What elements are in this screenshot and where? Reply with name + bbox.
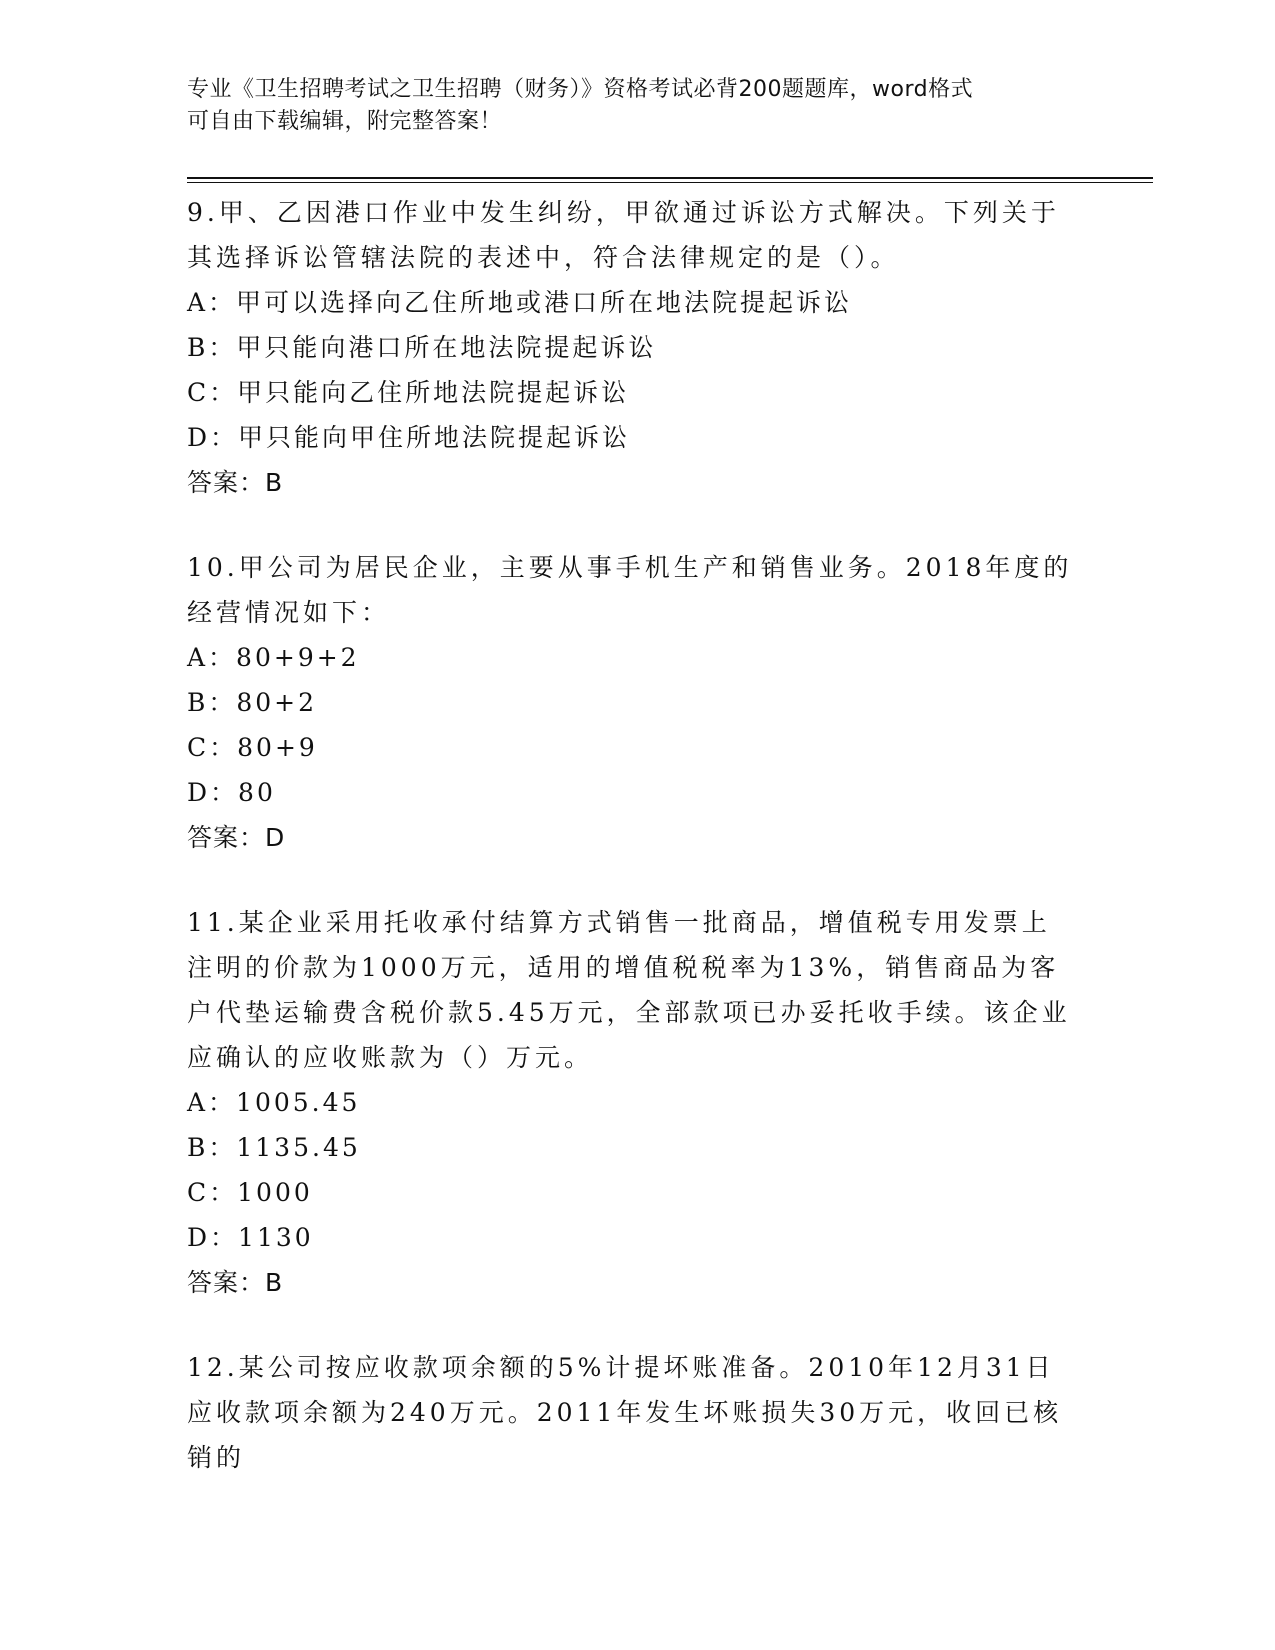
question-list [187, 190, 1077, 1520]
option-c: C：甲只能向乙住所地法院提起诉讼 [187, 378, 630, 407]
option-d: D：甲只能向甲住所地法院提起诉讼 [187, 423, 631, 452]
option-d: D：1130 [187, 1223, 314, 1252]
header-divider-thick [187, 177, 1153, 179]
option-b: B：80+2 [187, 688, 318, 717]
answer: 答案：D [187, 823, 286, 852]
option-b: B：1135.45 [187, 1133, 361, 1162]
option-a: A：80+9+2 [187, 643, 360, 672]
question-11 [187, 900, 1077, 1305]
header-line-1: 专业《卫生招聘考试之卫生招聘（财务）》资格考试必背200题题库，word格式 [187, 77, 974, 102]
question-10 [187, 545, 1077, 860]
option-a: A：1005.45 [187, 1088, 361, 1117]
question-text: 10.甲公司为居民企业，主要从事手机生产和销售业务。2018年度的经营情况如下： [187, 553, 1073, 627]
question-text: 9.甲、乙因港口作业中发生纠纷，甲欲通过诉讼方式解决。下列关于其选择诉讼管辖法院的表述中，符合法律规定的是（）。 [187, 198, 1060, 272]
question-text: 11.某企业采用托收承付结算方式销售一批商品，增值税专用发票上注明的价款为1000万元，适用的增值税税率为13%，销售商品为客户代垫运输费含税价款5.45万元，全部款项已办妥托收手续。该企业应确认的应收账款为（）万元。 [187, 908, 1071, 1072]
option-c: C：80+9 [187, 733, 318, 762]
header-line-2: 可自由下载编辑，附完整答案！ [187, 109, 503, 134]
option-a: A：甲可以选择向乙住所地或港口所在地法院提起诉讼 [187, 288, 853, 317]
option-b: B：甲只能向港口所在地法院提起诉讼 [187, 333, 657, 362]
answer: 答案：B [187, 468, 284, 497]
option-d: D：80 [187, 778, 276, 807]
header-divider-thin [187, 182, 1153, 183]
document-header [187, 74, 1087, 138]
question-text: 12.某公司按应收款项余额的5%计提坏账准备。2010年12月31日应收款项余额为240万元。2011年发生坏账损失30万元，收回已核销的 [187, 1353, 1063, 1472]
question-12 [187, 1345, 1077, 1480]
option-c: C：1000 [187, 1178, 313, 1207]
question-9 [187, 190, 1077, 505]
answer: 答案：B [187, 1268, 284, 1297]
